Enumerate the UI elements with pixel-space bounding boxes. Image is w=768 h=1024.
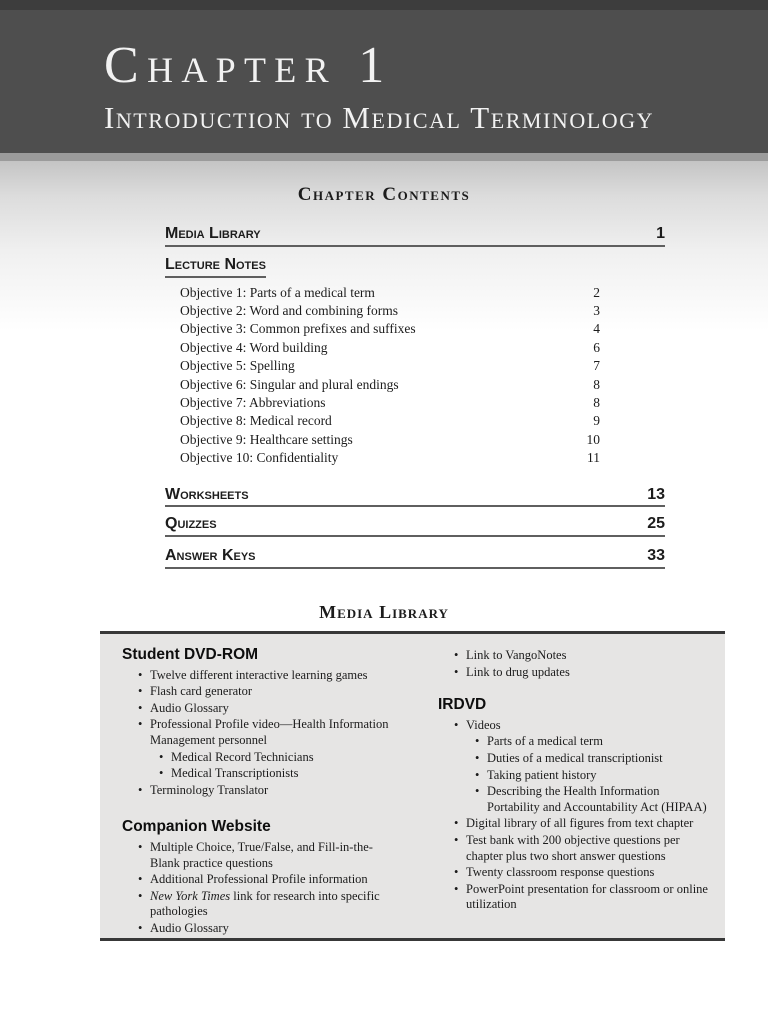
toc-media-library [165, 226, 665, 247]
toc-media-library-page: 1 [656, 225, 665, 242]
toc-objectives [180, 284, 600, 468]
list-item: • Duties of a medical transcriptionist [475, 751, 710, 767]
list-item: • Twelve different interactive learning games [138, 668, 400, 684]
toc-entry-page: 2 [593, 284, 600, 300]
toc-entry-label: Objective 1: Parts of a medical term [180, 284, 375, 300]
companion-website-list [138, 840, 400, 937]
list-item: • Audio Glossary [138, 701, 400, 717]
toc-entry [180, 357, 600, 375]
media-library-box [100, 631, 725, 941]
toc-entry-page: 9 [593, 413, 600, 429]
toc-entry-label: Objective 2: Word and combining forms [180, 303, 398, 318]
toc-entry-label: Objective 7: Abbreviations [180, 395, 326, 411]
list-item: • Link to VangoNotes [454, 648, 710, 664]
chapter-number: Chapter 1 [104, 37, 393, 94]
toc-entry [180, 412, 600, 430]
list-item: • Medical Record Technicians [159, 750, 400, 766]
toc-entry [180, 376, 600, 394]
toc-answer-keys [165, 548, 665, 569]
nested-list [475, 734, 710, 815]
media-library-heading: Media Library [319, 602, 449, 623]
irdvd-list [454, 718, 710, 913]
toc-entry [180, 320, 600, 338]
toc-worksheets-page: 13 [647, 485, 665, 503]
list-item: • Parts of a medical term [475, 734, 710, 750]
toc-worksheets [165, 487, 665, 508]
list-item: • Flash card generator [138, 684, 400, 700]
toc-entry-page: 6 [593, 339, 600, 355]
list-item: • Terminology Translator [138, 783, 400, 799]
list-item: • Taking patient history [475, 768, 710, 784]
student-dvd-rom-title: Student DVD-ROM [122, 646, 259, 664]
list-item: • Multiple Choice, True/False, and Fill-in-the-Blank practice questions [138, 840, 400, 871]
list-item: • Videos • Parts of a medical term • Duties of a medical transcriptionist • Taking patient history • Describing the Health Information Portability and Accountability Act (HIPAA) [454, 718, 710, 816]
nested-list [159, 750, 400, 782]
irdvd-title: IRDVD [438, 696, 487, 714]
banner-bottom-strip [0, 153, 768, 161]
toc-lecture-notes-label: Lecture Notes [165, 257, 266, 278]
toc-entry-page: 11 [587, 450, 600, 466]
toc-quizzes [165, 516, 665, 537]
toc-entry-page: 8 [593, 376, 600, 392]
toc-entry-label: Objective 3: Common prefixes and suffixes [180, 321, 416, 337]
list-item: • Professional Profile video—Health Information Management personnel • Medical Record Technicians • Medical Transcriptionists [138, 717, 400, 781]
toc-entry-label: Objective 8: Medical record [180, 413, 332, 429]
list-item: • New York Times link for research into specific pathologies [138, 889, 400, 920]
list-item: • PowerPoint presentation for classroom or online utilization [454, 882, 710, 913]
chapter-subtitle: Introduction to Medical Terminology [104, 100, 655, 135]
media-library-left-column [122, 647, 400, 938]
list-item: • Link to drug updates [454, 665, 710, 681]
toc-entry-label: Objective 5: Spelling [180, 358, 295, 374]
toc-entry-label: Objective 4: Word building [180, 339, 328, 355]
toc-entry [180, 431, 600, 449]
toc-entry-label: Objective 10: Confidentiality [180, 450, 339, 466]
toc-quizzes-label: Quizzes [165, 515, 217, 533]
table-of-contents [165, 226, 665, 569]
toc-entry-page: 10 [586, 431, 600, 447]
list-item: • Additional Professional Profile information [138, 872, 400, 888]
list-item: • Audio Glossary [138, 921, 400, 937]
toc-media-library-label: Media Library [165, 225, 261, 242]
toc-entry [180, 302, 600, 320]
toc-answer-keys-page: 33 [647, 547, 665, 565]
links-list [454, 648, 710, 680]
banner-top-strip [0, 0, 768, 10]
toc-entry [180, 339, 600, 357]
toc-entry [180, 284, 600, 302]
companion-website-title: Companion Website [122, 818, 271, 836]
toc-quizzes-page: 25 [647, 515, 665, 533]
toc-entry-page: 8 [593, 395, 600, 411]
toc-worksheets-label: Worksheets [165, 485, 249, 503]
list-item: • Twenty classroom response questions [454, 865, 710, 881]
toc-entry-page: 4 [593, 321, 600, 337]
list-item: • Medical Transcriptionists [159, 766, 400, 782]
toc-entry-page: 3 [593, 303, 600, 318]
toc-entry-label: Objective 6: Singular and plural endings [180, 376, 399, 392]
chapter-banner [0, 10, 768, 153]
toc-entry-label: Objective 9: Healthcare settings [180, 431, 353, 447]
chapter-contents-heading: Chapter Contents [297, 184, 471, 205]
toc-answer-keys-label: Answer Keys [165, 547, 256, 565]
toc-entry [180, 449, 600, 467]
list-item: • Digital library of all figures from text chapter [454, 816, 710, 832]
toc-entry [180, 394, 600, 412]
toc-lecture-notes [165, 257, 665, 278]
page-content [0, 161, 768, 1024]
toc-entry-page: 7 [593, 358, 600, 374]
list-item: • Describing the Health Information Portability and Accountability Act (HIPAA) [475, 784, 710, 815]
student-dvd-rom-list [138, 668, 400, 799]
list-item: • Test bank with 200 objective questions per chapter plus two short answer questions [454, 833, 710, 864]
media-library-right-column [438, 647, 710, 938]
